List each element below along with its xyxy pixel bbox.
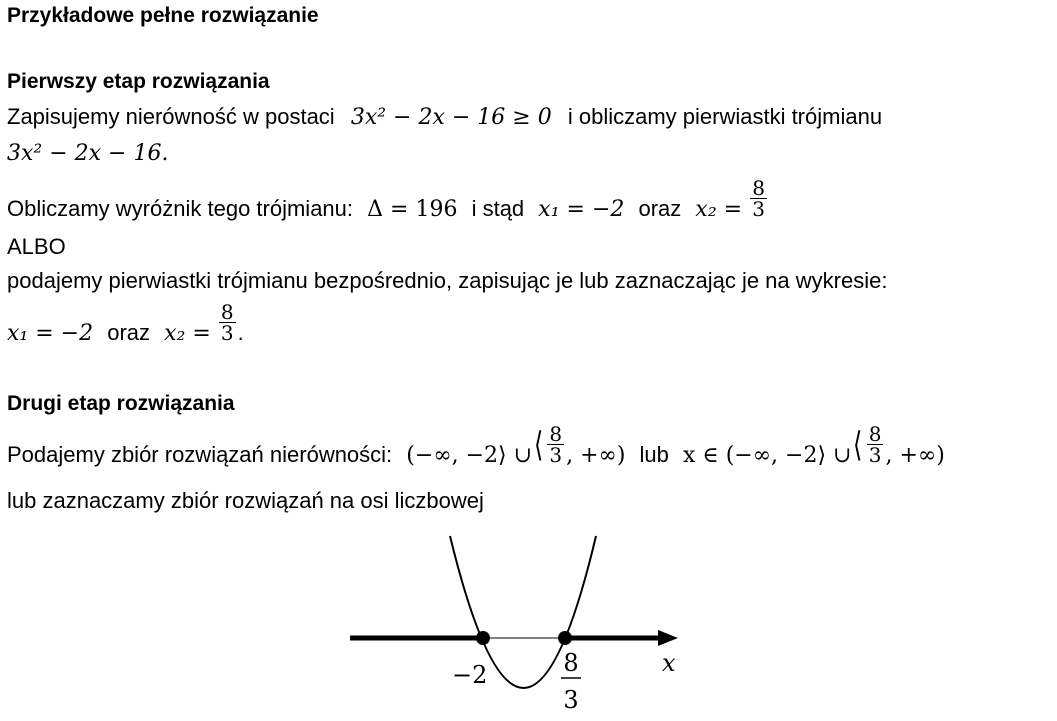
interval-left: (−∞, −2⟩ ∪ xyxy=(406,443,533,469)
stage1-heading: Pierwszy etap rozwiązania xyxy=(7,70,270,93)
axis-arrow-icon xyxy=(658,630,678,646)
x2-formula-2: x₂ = xyxy=(164,321,211,347)
x1-formula-2: x₁ = −2 xyxy=(7,321,94,347)
root1-point xyxy=(476,631,490,645)
interval-right-2: , +∞) xyxy=(885,443,945,469)
x2-fraction-2: $\frac{8}{3}$ xyxy=(220,300,234,345)
intro-text: Zapisujemy nierówność w postaci xyxy=(7,104,335,129)
albo-text: ALBO xyxy=(7,234,66,259)
root2-den-label: 3 xyxy=(563,686,579,714)
solution-text: Podajemy zbiór rozwiązań nierówności: xyxy=(7,442,393,468)
axis-x-label: x xyxy=(662,649,676,677)
oraz-text-2: oraz xyxy=(107,320,150,346)
inequality-formula: 3x² − 2x − 16 ≥ 0 xyxy=(350,105,552,130)
hence-text: i stąd xyxy=(471,196,525,222)
direct-text: podajemy pierwiastki trójmianu bezpośrednio, zapisując je lub zaznaczając je na wykresie: xyxy=(7,268,888,293)
x-in-formula: x ∈ (−∞, −2⟩ ∪ xyxy=(683,443,852,469)
stage1-line2 xyxy=(7,140,168,166)
lub-text: lub xyxy=(639,442,669,468)
root2-point xyxy=(558,631,572,645)
interval-right: , +∞) xyxy=(566,443,626,469)
root2-num-label: 8 xyxy=(563,649,579,677)
stage2-heading: Drugi etap rozwiązania xyxy=(7,392,235,415)
x2-formula: x₂ = xyxy=(695,197,743,223)
main-heading: Przykładowe pełne rozwiązanie xyxy=(7,4,319,27)
stage1-roots-line: x₁ = −2 oraz x₂ = $\frac{8}{3}$ . xyxy=(7,300,244,347)
x2-fraction: $\frac{8}{3}$ xyxy=(752,176,765,221)
interval-fraction: $\frac{8}{3}$ xyxy=(549,422,563,467)
discriminant-formula: Δ = 196 xyxy=(367,197,458,223)
oraz-text: oraz xyxy=(638,196,682,222)
trinomial-formula: 3x² − 2x − 16. xyxy=(7,141,169,166)
discriminant-text: Obliczamy wyróżnik tego trójmianu: xyxy=(7,196,354,222)
stage1-line1 xyxy=(7,104,882,130)
root1-label: −2 xyxy=(452,661,488,689)
stage1-line3 xyxy=(7,176,769,223)
x1-formula: x₁ = −2 xyxy=(538,197,625,223)
interval-fraction-2: $\frac{8}{3}$ xyxy=(868,422,882,467)
stage2-solution-line: Podajemy zbiór rozwiązań nierówności: (−∞, −2⟩ ∪⟨ $\frac{8}{3}$ , +∞) lub x ∈ (−∞, −2⟩ ∪⟨ $\frac{8}{3}$ , +∞) xyxy=(7,422,945,469)
number-line-graph xyxy=(340,530,700,721)
compute-roots-text: i obliczamy pierwiastki trójmianu xyxy=(567,104,883,129)
axis-text: lub zaznaczamy zbiór rozwiązań na osi liczbowej xyxy=(7,488,484,513)
